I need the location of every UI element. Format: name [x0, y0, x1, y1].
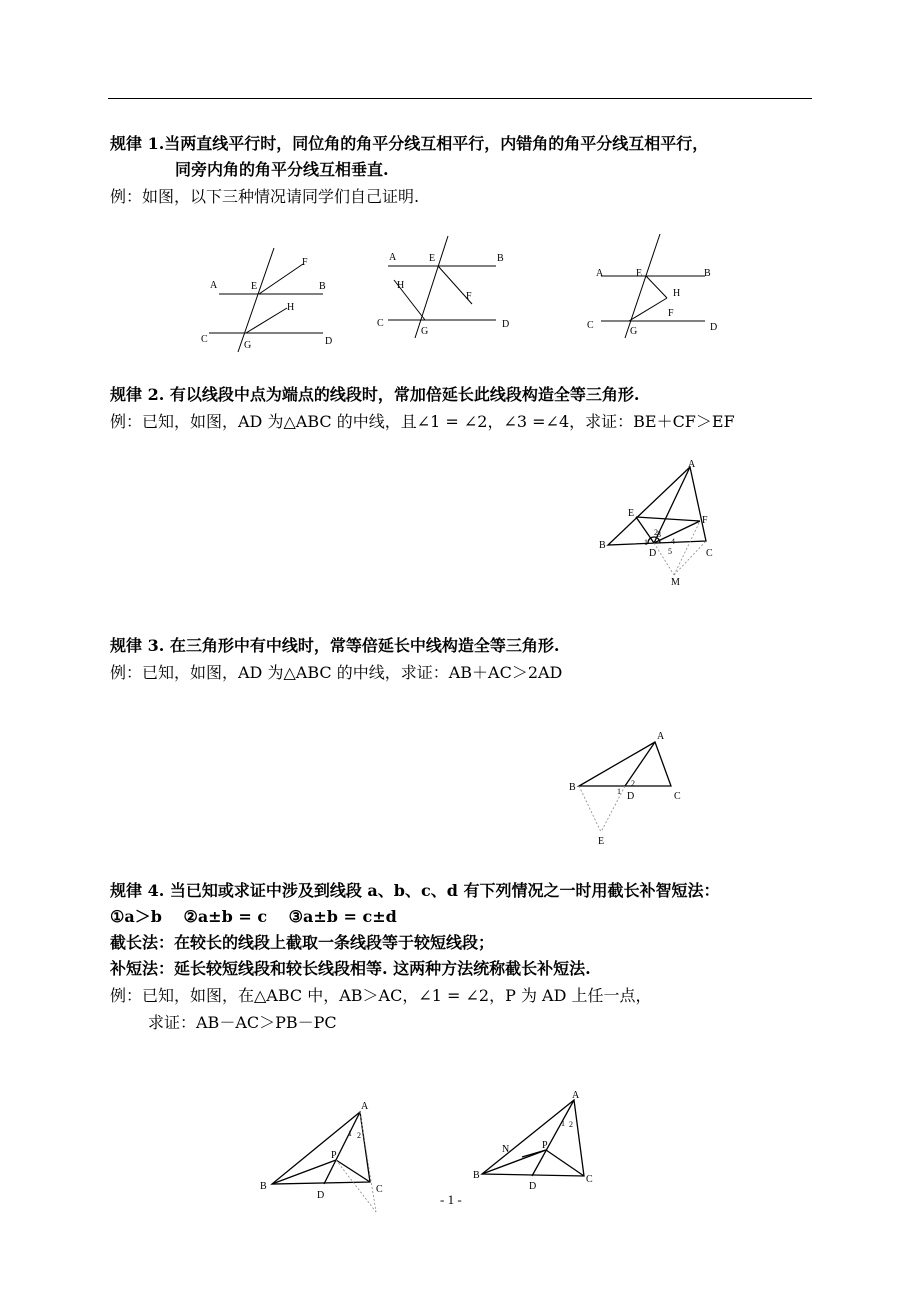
rule4-title: 规律 4. 当已知或求证中涉及到线段 a、b、c、d 有下列情况之一时用截长补智短法： — [110, 881, 720, 900]
svg-text:F: F — [466, 291, 472, 302]
segment-ef — [636, 517, 700, 521]
svg-text:E: E — [598, 836, 605, 847]
svg-text:P: P — [542, 1140, 548, 1151]
svg-text:G: G — [630, 326, 638, 337]
rule4-example-line1: 例：已知，如图，在△ABC 中，AB＞AC，∠1 = ∠2，P 为 AD 上任一点， — [110, 986, 652, 1005]
median-ad — [625, 742, 655, 786]
svg-text:A: A — [688, 459, 696, 470]
figure-rule4-b — [468, 1084, 608, 1194]
svg-text:B: B — [319, 281, 326, 292]
extension-p — [336, 1160, 376, 1212]
svg-text:F: F — [702, 515, 708, 526]
svg-text:C: C — [376, 1184, 383, 1195]
transversal — [625, 234, 660, 338]
rule3-example: 例：已知，如图，AD 为△ABC 的中线，求证：AB＋AC＞2AD — [110, 663, 563, 682]
page-number: - 1 - — [440, 1192, 462, 1207]
transversal — [415, 236, 448, 338]
svg-text:2: 2 — [631, 779, 635, 788]
figure-rule2 — [596, 455, 726, 590]
rule2-title: 规律 2. 有以线段中点为端点的线段时，常加倍延长此线段构造全等三角形. — [110, 385, 640, 404]
svg-text:B: B — [704, 268, 711, 279]
bisector-eh — [646, 276, 667, 298]
rule4-example-line2: 求证：AB－AC＞PB－PC — [148, 1013, 337, 1032]
svg-text:H: H — [287, 302, 295, 313]
svg-text:1: 1 — [561, 1119, 565, 1128]
svg-text:E: E — [429, 253, 436, 264]
svg-text:E: E — [636, 268, 643, 279]
figure-rule3 — [565, 728, 690, 848]
rule4-add-method: 补短法：延长较短线段和较长线段相等. 这两种方法统称截长补短法. — [110, 959, 591, 978]
triangle-abc — [482, 1100, 584, 1176]
triangle-abc — [579, 742, 671, 786]
rule1-example: 例：如图，以下三种情况请同学们自己证明. — [110, 187, 420, 206]
svg-text:2: 2 — [654, 528, 658, 537]
svg-text:E: E — [251, 281, 258, 292]
svg-text:D: D — [710, 322, 718, 333]
svg-text:P: P — [331, 1150, 337, 1161]
svg-text:B: B — [569, 782, 576, 793]
svg-text:G: G — [421, 326, 429, 337]
svg-text:B: B — [497, 253, 504, 264]
rule3-title: 规律 3. 在三角形中有中线时，常等倍延长中线构造全等三角形. — [110, 636, 560, 655]
svg-text:D: D — [649, 548, 657, 559]
segment-be — [579, 786, 601, 832]
svg-text:N: N — [502, 1144, 510, 1155]
segment-pb — [482, 1150, 546, 1174]
svg-text:H: H — [397, 280, 405, 291]
svg-text:1: 1 — [644, 538, 648, 547]
svg-text:A: A — [361, 1101, 369, 1112]
svg-text:M: M — [671, 577, 680, 588]
svg-text:A: A — [572, 1090, 580, 1101]
svg-text:G: G — [244, 340, 252, 351]
svg-text:C: C — [587, 320, 594, 331]
svg-text:C: C — [586, 1174, 593, 1185]
svg-text:4: 4 — [671, 537, 675, 546]
svg-text:C: C — [706, 548, 713, 559]
svg-text:B: B — [599, 540, 606, 551]
header-rule — [108, 98, 812, 99]
rule4-cut-method: 截长法：在较长的线段上截取一条线段等于较短线段； — [110, 933, 495, 952]
svg-text:B: B — [260, 1181, 267, 1192]
svg-text:A: A — [210, 280, 218, 291]
segment-pc — [546, 1150, 584, 1176]
svg-text:3: 3 — [657, 530, 661, 539]
segment-ad — [324, 1112, 360, 1184]
svg-text:D: D — [325, 336, 333, 347]
transversal — [238, 248, 274, 352]
svg-text:H: H — [673, 288, 681, 299]
svg-text:D: D — [627, 791, 635, 802]
figure-corresponding-angles — [195, 240, 345, 355]
rule2-example: 例：已知，如图，AD 为△ABC 的中线，且∠1 = ∠2，∠3 =∠4，求证：BE＋CF＞EF — [110, 412, 735, 431]
svg-text:E: E — [628, 508, 635, 519]
svg-text:D: D — [502, 319, 510, 330]
svg-text:C: C — [674, 791, 681, 802]
segment-cm — [674, 541, 706, 575]
figure-rule4-a — [258, 1094, 398, 1219]
figure-alternate-angles — [372, 236, 522, 346]
svg-text:A: A — [389, 252, 397, 263]
bisector-ef — [259, 264, 303, 294]
svg-text:B: B — [473, 1170, 480, 1181]
svg-text:F: F — [668, 308, 674, 319]
figure-same-side-angles — [585, 234, 735, 344]
segment-pc — [336, 1160, 370, 1182]
svg-text:1: 1 — [348, 1129, 352, 1138]
svg-text:C: C — [377, 318, 384, 329]
svg-text:2: 2 — [569, 1120, 573, 1129]
svg-text:D: D — [529, 1181, 537, 1192]
rule1-title-line2: 同旁内角的角平分线互相垂直. — [175, 160, 389, 179]
rule1-title-line1: 规律 1.当两直线平行时，同位角的角平分线互相平行，内错角的角平分线互相平行， — [110, 134, 709, 153]
svg-text:2: 2 — [357, 1131, 361, 1140]
svg-text:F: F — [302, 257, 308, 268]
extension-de — [601, 786, 625, 832]
svg-text:C: C — [201, 334, 208, 345]
rule4-cases: ①a＞b ②a±b = c ③a±b = c±d — [110, 907, 397, 926]
svg-text:A: A — [596, 268, 604, 279]
svg-text:1: 1 — [617, 787, 621, 796]
svg-text:A: A — [657, 731, 665, 742]
svg-text:D: D — [317, 1190, 325, 1201]
segment-fm — [674, 521, 700, 575]
svg-text:5: 5 — [668, 547, 672, 556]
